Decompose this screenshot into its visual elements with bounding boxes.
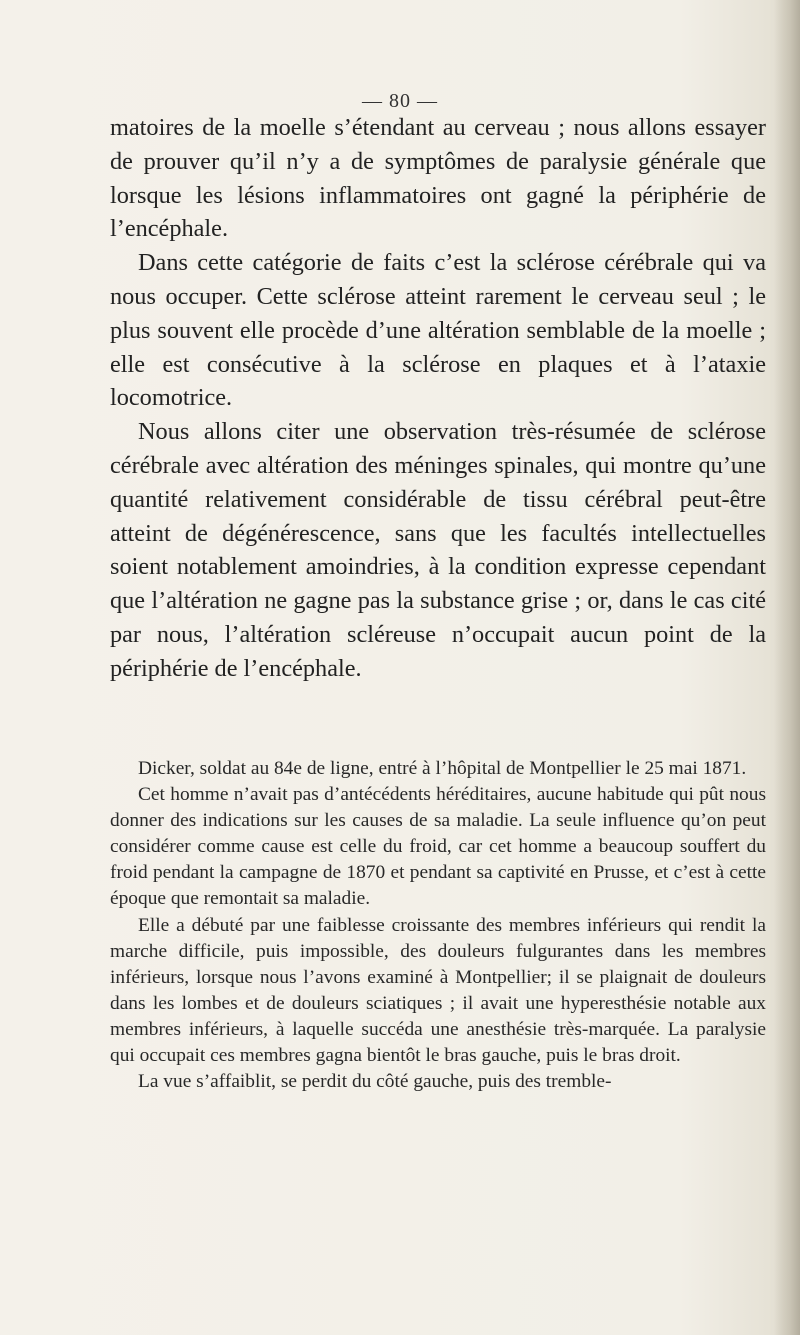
main-text: [110, 111, 766, 686]
observation-paragraph-4: La vue s’affaiblit, se perdit du côté gauche, puis des tremble-: [138, 1071, 612, 1093]
observation-text: [110, 756, 766, 1095]
observation-paragraph-3: Elle a débuté par une faiblesse croissante des membres inférieurs qui rendit la marche difficile, puis impossible, des douleurs fulgurantes dans les membres inférieurs, lorsque nous l’avons examiné à Montpellier; il se plaignait de douleurs dans les lombes et de douleurs sciatiques ; il avait une hyperesthésie notable aux membres inférieurs, à laquelle succéda une anesthésie très-marquée. La paralysie qui occupait ces membres gagna bientôt le bras gauche, puis le bras droit.: [110, 914, 766, 1067]
page-edge-shadow: [774, 0, 800, 1335]
observation-paragraph-1: Dicker, soldat au 84e de ligne, entré à l’hôpital de Montpellier le 25 mai 1871.: [138, 758, 747, 779]
observation-paragraph-2: Cet homme n’avait pas d’antécédents héréditaires, aucune habitude qui pût nous donner des indications sur les causes de sa maladie. La seule influence qu’on peut considérer comme cause est celle du froid, car cet homme a beaucoup souffert du froid pendant la campagne de 1870 et pendant sa captivité en Prusse, et c’est à cette époque que remontait sa maladie.: [110, 784, 766, 910]
main-paragraph-2: Dans cette catégorie de faits c’est la sclérose cérébrale qui va nous occuper. Cette sclérose atteint rarement le cerveau seul ; le plus souvent elle procède d’une altération semblable de la moelle ; elle est consécutive à la sclérose en plaques et à l’ataxie locomotrice.: [110, 249, 766, 412]
main-paragraph-1: matoires de la moelle s’étendant au cerveau ; nous allons essayer de prouver qu’il n’y a de symptômes de paralysie générale que lorsque les lésions inflammatoires ont gagné la périphérie de l’encéphale.: [110, 114, 766, 243]
main-paragraph-3: Nous allons citer une observation très-résumée de sclérose cérébrale avec altération des méninges spinales, qui montre qu’une quantité relativement considérable de tissu cérébral peut-être atteint de dégénérescence, sans que les facultés intellectuelles soient notablement amoindries, à la condition expresse cependant que l’altération ne gagne pas la substance grise ; or, dans le cas cité par nous, l’altération scléreuse n’occupait aucun point de la périphérie de l’encéphale.: [110, 418, 766, 682]
page-number: — 80 —: [362, 90, 438, 112]
